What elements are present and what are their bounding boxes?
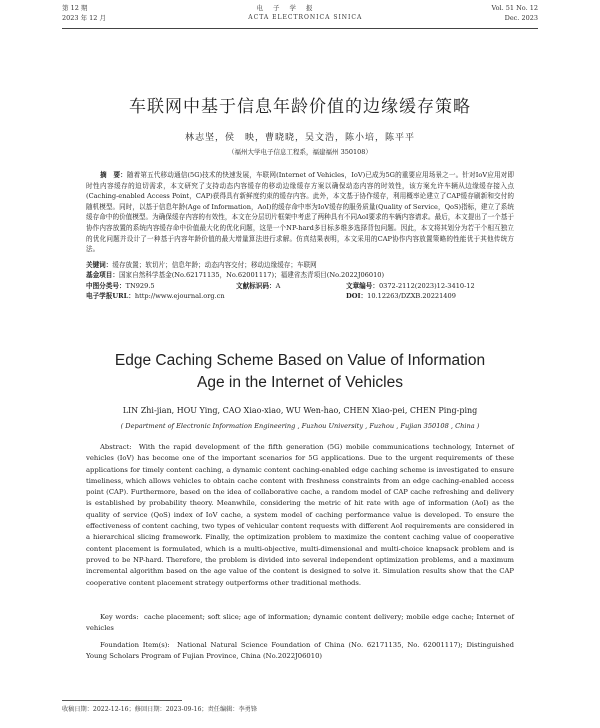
affiliation-cn: （福州大学电子信息工程系，福建福州 350108）	[228, 148, 372, 156]
journal-name-cn: 电子学报	[256, 4, 323, 12]
keywords-en-label: Key words:	[100, 613, 139, 621]
article-no-label: 文章编号：	[346, 281, 379, 290]
issue-cn: 第 12 期	[62, 4, 88, 12]
footnote-rule	[62, 700, 182, 701]
keywords-en-text: cache placement; soft slice; age of information; dynamic content delivery; mobile edge cache; Internet of vehicles	[86, 613, 514, 633]
abstract-en-label: Abstract:	[100, 443, 132, 451]
title-en-line1: Edge Caching Scheme Based on Value of Information	[114, 352, 486, 369]
doc-code-value: A	[275, 281, 281, 290]
authors-en: LIN Zhi-jian, HOU Ying, CAO Xiao-xiao, WU Wen-hao, CHEN Xiao-pei, CHEN Ping-ping	[122, 406, 478, 415]
url-link[interactable]: http://www.ejournal.org.cn	[134, 292, 225, 301]
keywords-cn	[86, 260, 514, 270]
abstract-en-text: With the rapid development of the fifth generation (5G) mobile communications technology, Internet of vehicles (IoV) has become one of the important scenarios for 5G applications. Due to the urgent requirements of these applications for timely content caching, a dynamic content caching-enabled edge caching scheme is investigated to ensure timeliness, which allows vehicles to obtain cache content with freshness constraints from an edge caching-enabled access point (CAP). Furthermore, based on the idea of collaborative cache, a random model of CAP cache refreshing and delivery is established by probability theory. Meanwhile, considering the metric of hit rate with age of information (AoI) as the quality of service (QoS) index of IoV cache, a system model of caching performance value is developed. To ensure the effectiveness of content caching, two types of vehicular content requests with different AoI requirements are considered in a hierarchical slicing framework. Finally, the optimization problem to maximize the content caching value of cooperative content placement is formulated, which is a multi-objective, multi-dimensional and multi-choice knapsack problem and is proved to be NP-hard. Therefore, the problem is divided into several independent optimization problems, and a maximum incremental algorithm based on the age value of the content is designed to solve it. Simulation results show that the CAP cooperative content placement strategy outperforms other traditional methods.	[86, 443, 514, 587]
url-label: 电子学报URL：	[86, 292, 135, 301]
fund-cn-text: 国家自然科学基金(No.62171135，No.62001117)；福建省杰青项目(No.2022J06010)	[118, 271, 385, 280]
classification-row	[86, 281, 514, 291]
fund-en	[86, 640, 514, 663]
doc-code-label: 文献标识码：	[236, 281, 276, 290]
fund-cn-label: 基金项目：	[86, 271, 119, 280]
doi-label: DOI：	[346, 292, 368, 301]
fund-en-label: Foundation Item(s):	[100, 641, 170, 649]
footnote: 收稿日期：2022-12-16；修回日期：2023-09-16；责任编辑：李勇锋	[62, 706, 258, 713]
running-header	[62, 3, 538, 33]
doi-value: 10.12263/DZXB.20221409	[367, 292, 456, 301]
authors-cn: 林志坚，侯 映，曹晓晓，吴文浩，陈小培，陈平平	[184, 133, 415, 143]
keywords-en	[86, 612, 514, 635]
abstract-cn-text: 随着第五代移动通信(5G)技术的快速发展，车联网(Internet of Vehicles，IoV)已成为5G的重要应用场景之一。针对IoV应用对即时性内容缓存的迫切需求，本文研究了支持动态内容缓存的移动边缘缓存方案以确保动态内容的时效性，该方案允许车辆从边缘缓存接入点(Caching-enabled Access Point，CAP)获得具有新鲜度约束的缓存内容。此外，本文基于协作缓存，利用概率论建立了CAP缓存刷新和交付的随机模型。同时，以基于信息年龄(Age of Information，AoI)的缓存命中率为IoV缓存的服务质量(Quality of Service，QoS)指标，建立了系统缓存命中的价值模型。为确保缓存内容的有效性，本文在分层切片框架中考虑了两种具有不同AoI要求的车辆内容请求。最后，本文提出了一个基于协作内容放置的系统内容缓存命中价值最大化的优化问题，这是一个NP-hard多目标多维多选择背包问题。因此，本文将其划分为若干个相互独立的优化问题并设计了一种基于内容年龄价值的最大增量算法进行求解。仿真结果表明，本文采用的CAP协作内容放置策略的性能优于其他传统方法。	[86, 171, 515, 254]
date-en: Dec. 2023	[504, 14, 538, 22]
title-en	[0, 350, 600, 394]
fund-cn	[86, 270, 514, 280]
url-doi-row	[86, 291, 514, 301]
header-rule	[62, 28, 538, 29]
date-cn: 2023 年 12 月	[62, 14, 107, 22]
abstract-cn-label: 摘 要：	[100, 171, 127, 179]
article-no-value: 0372-2112(2023)12-3410-12	[378, 281, 475, 290]
abstract-cn	[86, 170, 514, 255]
abstract-en	[86, 442, 514, 589]
keywords-cn-label: 关键词：	[86, 261, 113, 269]
keywords-cn-text: 缓存放置；软切片；信息年龄；动态内容交付；移动边缘缓存；车联网	[112, 261, 317, 269]
volume: Vol. 51 No. 12	[491, 4, 538, 12]
clc-value: TN929.5	[125, 281, 155, 290]
affiliation-en: ( Department of Electronic Information Engineering , Fuzhou University , Fuzhou , Fujian 350108 , China )	[120, 422, 480, 430]
metadata-cn	[86, 260, 514, 302]
journal-name-en: ACTA ELECTRONICA SINICA	[248, 14, 363, 21]
clc-label: 中图分类号：	[86, 281, 126, 290]
title-en-line2: Age in the Internet of Vehicles	[197, 374, 403, 391]
title-cn: 车联网中基于信息年龄价值的边缘缓存策略	[129, 97, 471, 117]
fund-en-text: National Natural Science Foundation of China (No. 62171135, No. 62001117); Distinguished Young Scholars Program of Fujian Province, China (No.2022J06010)	[86, 641, 514, 661]
